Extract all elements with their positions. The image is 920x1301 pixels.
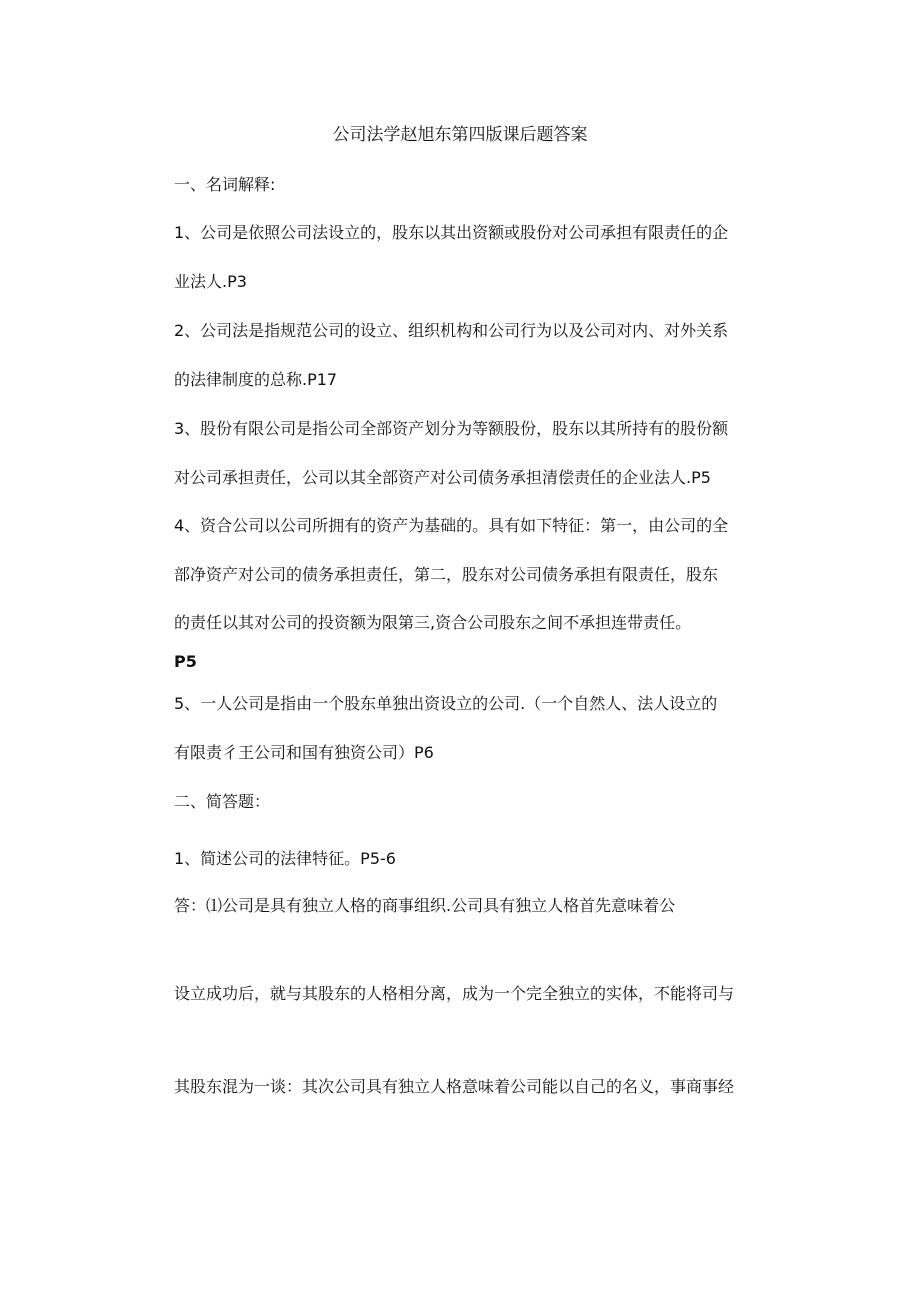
paragraph-line: 2、公司法是指规范公司的设立、组织机构和公司行为以及公司对内、对外关系 (174, 321, 729, 340)
document-title: 公司法学赵旭东第四版课后题答案 (332, 125, 588, 145)
answer-line: 设立成功后，就与其股东的人格相分离，成为一个完全独立的实体，不能将司与 (174, 984, 735, 1003)
paragraph-line: 1、公司是依照公司法设立的，股东以其出资额或股份对公司承担有限责任的企 (174, 223, 729, 242)
answer-line: 其股东混为一谈：其次公司具有独立人格意味着公司能以自己的名义，事商事经 (174, 1077, 735, 1096)
page-reference: P5 (174, 652, 197, 671)
paragraph-line: 部净资产对公司的债务承担责任，第二，股东对公司债务承担有限责任，股东 (174, 565, 719, 584)
paragraph-line: 业法人.P3 (174, 272, 247, 291)
paragraph-line: 的法律制度的总称.P17 (174, 370, 338, 389)
section-heading-definitions: 一、名词解释: (174, 175, 276, 194)
question-line: 1、简述公司的法律特征。P5-6 (174, 849, 396, 868)
paragraph-line: 3、股份有限公司是指公司全部资产划分为等额股份，股东以其所持有的股份额 (174, 419, 729, 438)
paragraph-line: 有限责彳王公司和国有独资公司）P6 (174, 743, 434, 762)
answer-line: 答：⑴公司是具有独立人格的商事组织.公司具有独立人格首先意味着公 (174, 896, 676, 915)
section-heading-short-answer: 二、简答题： (174, 792, 271, 811)
paragraph-line: 5、一人公司是指由一个股东单独出资设立的公司.（一个自然人、法人设立的 (174, 694, 718, 713)
paragraph-line: 的责任以其对公司的投资额为限第三,资合公司股东之间不承担连带责任。 (174, 613, 692, 632)
paragraph-line: 4、资合公司以公司所拥有的资产为基础的。具有如下特征：第一，由公司的全 (174, 516, 729, 535)
paragraph-line: 对公司承担责任，公司以其全部资产对公司债务承担清偿责任的企业法人.P5 (174, 468, 711, 487)
